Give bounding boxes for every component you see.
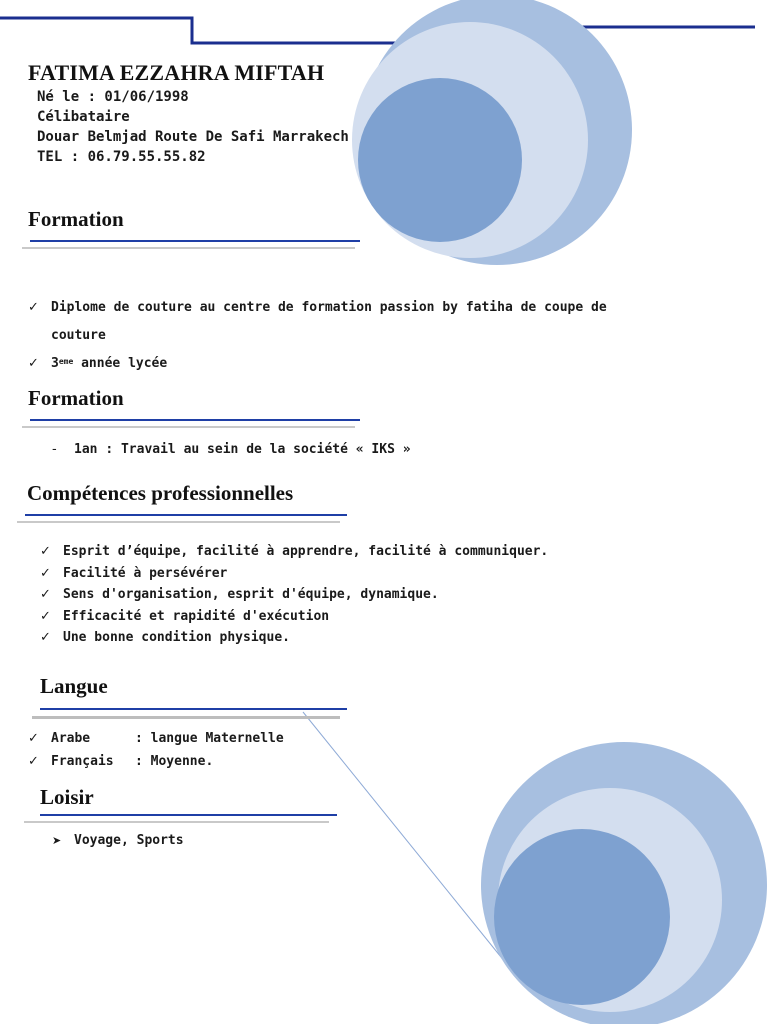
top-circle-graphic <box>352 0 632 265</box>
competences-list <box>40 541 548 649</box>
check-icon: ✓ <box>28 731 39 746</box>
language-level: : langue Maternelle <box>135 731 284 746</box>
candidate-name: FATIMA EZZAHRA MIFTAH <box>28 60 325 85</box>
list-item: ➤ Voyage, Sports <box>52 831 184 851</box>
experience-list <box>52 440 411 460</box>
check-icon: ✓ <box>40 630 51 645</box>
section-rule <box>40 814 337 816</box>
section-title-langue: Langue <box>40 674 108 698</box>
list-item: ✓ Esprit d’équipe, facilité à apprendre, facilité à communiquer. <box>40 541 548 563</box>
address: Douar Belmjad Route De Safi Marrakech <box>37 129 349 145</box>
language-level: : Moyenne. <box>135 754 214 769</box>
list-item: ✓ Diplome de couture au centre de formation passion by fatiha de coupe de couture <box>28 294 728 350</box>
arrow-bullet-icon: ➤ <box>52 834 62 847</box>
check-icon: ✓ <box>40 608 51 624</box>
list-item: ✓ 3eme année lycée <box>28 350 728 378</box>
check-icon: ✓ <box>40 587 51 602</box>
section-rule-shadow <box>22 247 355 249</box>
list-item: - 1an : Travail au sein de la société « IKS » <box>52 440 411 460</box>
check-icon: ✓ <box>28 356 39 371</box>
top-circle-inner <box>358 78 522 242</box>
dash-bullet-icon: - <box>52 442 57 457</box>
section-rule-shadow <box>22 426 355 428</box>
bottom-circle-graphic <box>481 742 767 1024</box>
list-item <box>28 727 284 750</box>
section-rule <box>30 240 360 242</box>
language-name: Français <box>51 754 114 769</box>
header-frame-line <box>0 18 755 43</box>
birth-date: Né le : 01/06/1998 <box>37 89 189 105</box>
section-rule <box>40 708 347 710</box>
list-item: ✓ Sens d'organisation, esprit d'équipe, dynamique. <box>40 584 548 606</box>
section-rule-shadow <box>24 821 329 823</box>
section-rule <box>30 419 360 421</box>
check-icon: ✓ <box>28 754 39 769</box>
section-title-experience: Formation <box>28 386 124 410</box>
check-icon: ✓ <box>40 565 51 581</box>
language-name: Arabe <box>51 731 91 746</box>
section-rule-shadow <box>32 716 340 719</box>
section-title-loisir: Loisir <box>40 785 94 809</box>
list-item: ✓ Facilité à persévérer <box>40 563 548 585</box>
bottom-circle-inner <box>494 829 670 1005</box>
section-title-competences: Compétences professionnelles <box>27 481 294 505</box>
check-icon: ✓ <box>28 300 39 315</box>
personal-info <box>37 87 349 167</box>
section-title-formation: Formation <box>28 207 124 231</box>
formation-list <box>28 294 728 378</box>
phone: TEL : 06.79.55.55.82 <box>37 149 206 165</box>
check-icon: ✓ <box>40 544 51 559</box>
connector-line <box>303 712 505 962</box>
section-rule <box>25 514 347 516</box>
loisir-list <box>52 831 184 851</box>
marital-status: Célibataire <box>37 109 130 125</box>
list-item: ✓ Une bonne condition physique. <box>40 627 548 649</box>
list-item <box>28 750 284 773</box>
langue-list <box>28 727 284 773</box>
list-item: ✓ Efficacité et rapidité d'exécution <box>40 606 548 628</box>
section-rule-shadow <box>17 521 340 523</box>
